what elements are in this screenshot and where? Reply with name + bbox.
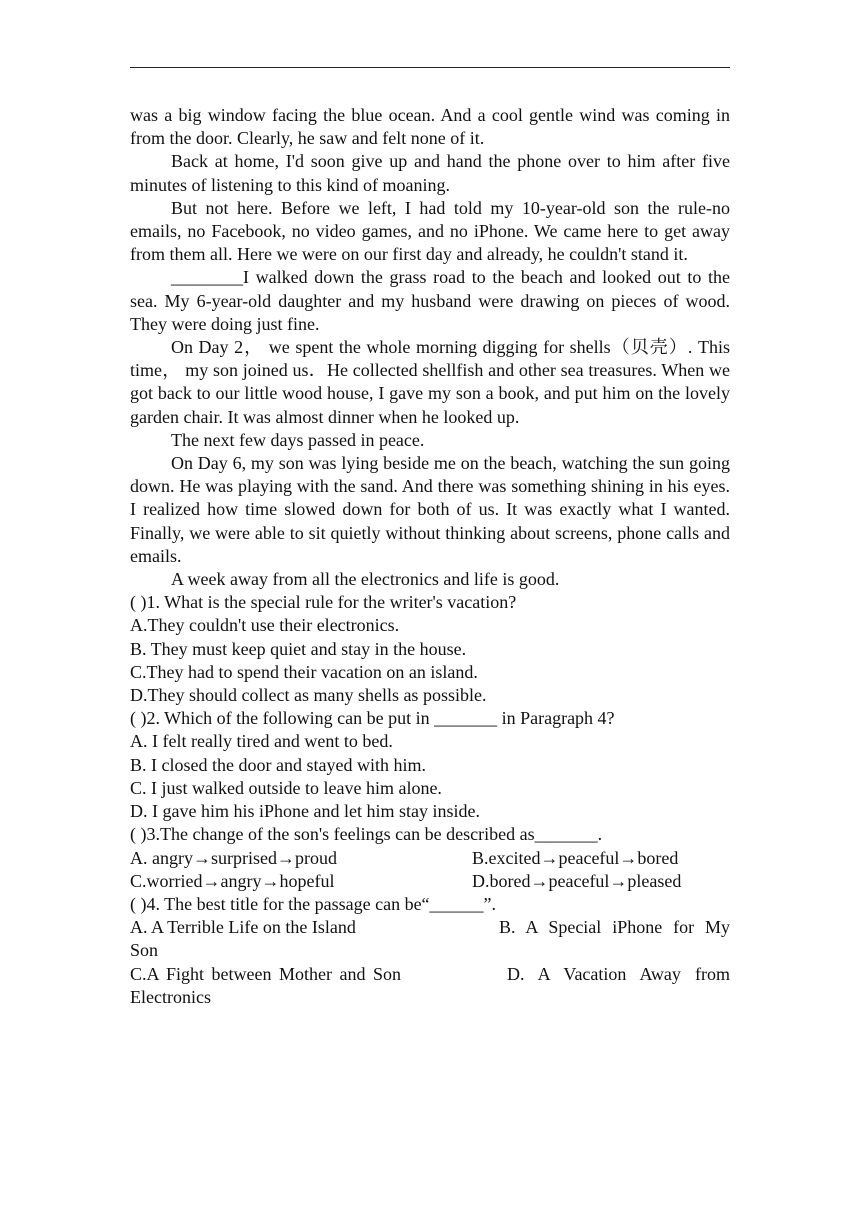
question-option: C.worried→angry→hopeful — [130, 870, 335, 891]
question-option: C.They had to spend their vacation on an island. — [130, 661, 478, 682]
paragraph: The next few days passed in peace. — [171, 429, 425, 450]
question-option: A. angry→surprised→proud — [130, 847, 337, 868]
question-option: A. A Terrible Life on the Island — [130, 917, 356, 938]
question-option: B.excited→peaceful→bored — [472, 847, 679, 868]
option-row — [130, 847, 730, 870]
paragraph: On Day 2， we spent the whole morning digging for shells（贝壳）. This time， my son joined us．He collected shellfish and other sea treasures. When we got back to our little wood house, I gave my son a book, and put him on the lovely garden chair. It was almost dinner when he looked up. — [130, 337, 730, 427]
question-option: B. They must keep quiet and stay in the house. — [130, 638, 467, 659]
question-option: C. I just walked outside to leave him alone. — [130, 777, 442, 798]
question-option: C.A Fight between Mother and Son — [130, 963, 401, 984]
question-option: D.They should collect as many shells as possible. — [130, 685, 487, 706]
paragraph: ________I walked down the grass road to the beach and looked out to the sea. My 6-year-old daughter and my husband were drawing on pieces of wood. They were doing just fine. — [130, 267, 730, 334]
paragraph: But not here. Before we left, I had told my 10-year-old son the rule-no emails, no Facebook, no video games, and no iPhone. We came here to get away from them all. Here we were on our first day and already, he couldn't stand it. — [130, 197, 730, 265]
paragraph: On Day 6, my son was lying beside me on the beach, watching the sun going down. He was playing with the sand. And there was something shining in his eyes. I realized how time slowed down for both of us. It was exactly what I wanted. Finally, we were able to sit quietly without thinking about screens, phone calls and emails. — [130, 453, 730, 566]
paragraph: was a big window facing the blue ocean. And a cool gentle wind was coming in from the door. Clearly, he saw and felt none of it. — [130, 105, 730, 149]
question-stem: ( )2. Which of the following can be put in _______ in Paragraph 4? — [130, 708, 615, 729]
question-option: A. I felt really tired and went to bed. — [130, 731, 393, 752]
question-option: B. A Special iPhone for My Son — [130, 917, 730, 961]
question-stem: ( )4. The best title for the passage can be“______”. — [130, 893, 497, 914]
question-option: A.They couldn't use their electronics. — [130, 615, 400, 636]
option-row — [130, 870, 730, 893]
document-body — [130, 104, 730, 1009]
question-option: B. I closed the door and stayed with him. — [130, 754, 426, 775]
header-rule — [130, 67, 730, 68]
question-option: D.bored→peaceful→pleased — [472, 870, 682, 891]
question-option: D. I gave him his iPhone and let him stay inside. — [130, 801, 480, 822]
paragraph: Back at home, I'd soon give up and hand the phone over to him after five minutes of listening to this kind of moaning. — [130, 151, 730, 195]
question-stem: ( )1. What is the special rule for the writer's vacation? — [130, 592, 517, 613]
question-stem: ( )3.The change of the son's feelings can be described as_______. — [130, 824, 603, 845]
question-option: D. A Vacation Away from Electronics — [130, 963, 730, 1007]
paragraph: A week away from all the electronics and life is good. — [171, 569, 560, 590]
